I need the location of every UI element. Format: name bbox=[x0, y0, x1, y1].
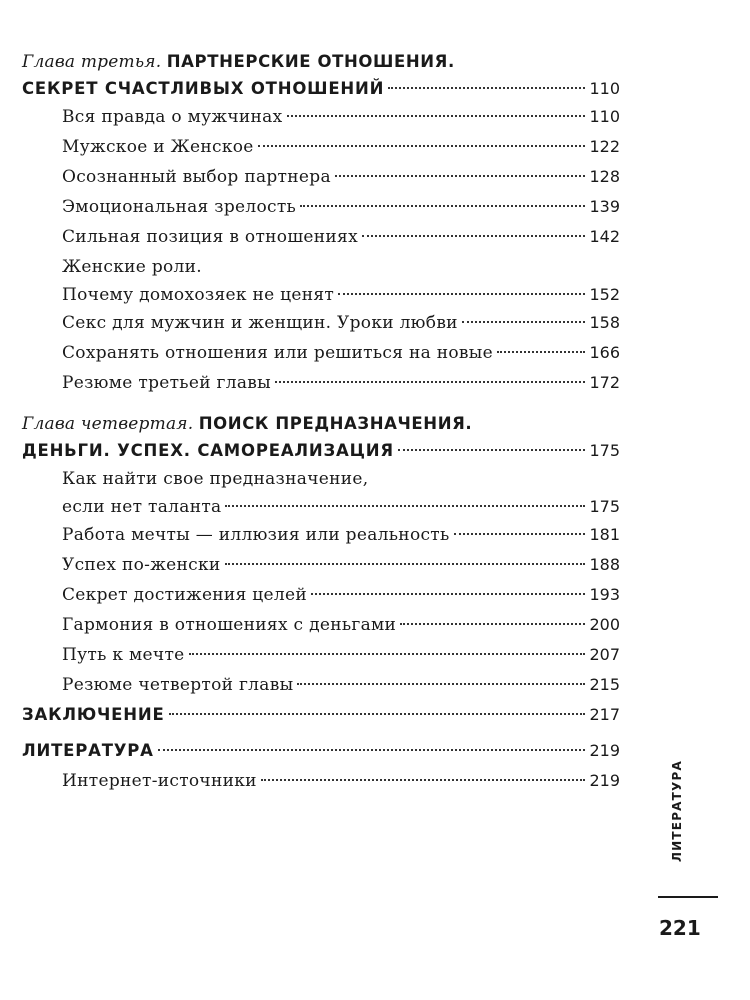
literature-title: ЛИТЕРАТУРА bbox=[22, 741, 154, 760]
toc-entry-page: 172 bbox=[589, 373, 620, 392]
dot-leader bbox=[258, 145, 586, 147]
toc-entry-title-line1: Женские роли. bbox=[62, 257, 202, 277]
page-number: 221 bbox=[659, 916, 701, 940]
side-divider bbox=[658, 896, 718, 898]
chapter-4-sections bbox=[22, 464, 620, 700]
toc-entry[interactable] bbox=[62, 520, 620, 550]
toc-entry-title: Путь к мечте bbox=[62, 645, 185, 665]
toc-entry[interactable] bbox=[62, 640, 620, 670]
toc-entry[interactable] bbox=[62, 282, 620, 308]
chapter-4-heading bbox=[22, 410, 620, 438]
dot-leader bbox=[225, 505, 585, 507]
spacer bbox=[22, 398, 620, 410]
toc-entry-title: Секрет достижения целей bbox=[62, 585, 307, 605]
table-of-contents bbox=[22, 48, 620, 796]
toc-entry-title-line1: Как найти свое предназначение, bbox=[62, 469, 369, 489]
chapter-3-prefix: Глава третья. bbox=[22, 52, 162, 72]
dot-leader bbox=[158, 749, 586, 751]
toc-entry-title: если нет таланта bbox=[62, 497, 222, 517]
dot-leader bbox=[300, 205, 585, 207]
dot-leader bbox=[261, 779, 586, 781]
toc-entry-page: 215 bbox=[589, 675, 620, 694]
toc-entry-page: 158 bbox=[589, 313, 620, 332]
dot-leader bbox=[400, 623, 585, 625]
chapter-3-page: 110 bbox=[589, 79, 620, 98]
conclusion-entry[interactable] bbox=[22, 700, 620, 730]
literature-sections bbox=[22, 766, 620, 796]
toc-entry[interactable] bbox=[62, 368, 620, 398]
toc-entry-title: Вся правда о мужчинах bbox=[62, 107, 283, 127]
toc-entry-page: 110 bbox=[589, 107, 620, 126]
literature-entry[interactable] bbox=[22, 736, 620, 766]
dot-leader bbox=[454, 533, 586, 535]
toc-entry-page: 219 bbox=[589, 771, 620, 790]
toc-entry[interactable] bbox=[62, 102, 620, 132]
chapter-4-title-row[interactable] bbox=[22, 438, 620, 464]
toc-entry[interactable] bbox=[62, 550, 620, 580]
toc-entry-page: 188 bbox=[589, 555, 620, 574]
toc-entry[interactable] bbox=[62, 580, 620, 610]
chapter-3-sections bbox=[22, 102, 620, 398]
toc-entry-title: Работа мечты — иллюзия или реальность bbox=[62, 525, 450, 545]
toc-entry-page: 207 bbox=[589, 645, 620, 664]
conclusion-title: ЗАКЛЮЧЕНИЕ bbox=[22, 705, 165, 724]
chapter-4-title-line2: ДЕНЬГИ. УСПЕХ. САМОРЕАЛИЗАЦИЯ bbox=[22, 441, 394, 460]
dot-leader bbox=[287, 115, 586, 117]
toc-entry-title: Резюме четвертой главы bbox=[62, 675, 294, 695]
toc-entry-page: 142 bbox=[589, 227, 620, 246]
dot-leader bbox=[338, 293, 585, 295]
dot-leader bbox=[275, 381, 585, 383]
toc-entry[interactable] bbox=[62, 132, 620, 162]
conclusion-page: 217 bbox=[589, 705, 620, 724]
dot-leader bbox=[388, 87, 585, 89]
toc-entry[interactable] bbox=[62, 766, 620, 796]
dot-leader bbox=[169, 713, 586, 715]
toc-entry-page: 139 bbox=[589, 197, 620, 216]
toc-entry-page: 166 bbox=[589, 343, 620, 362]
chapter-3-title-row[interactable] bbox=[22, 76, 620, 102]
toc-entry-page: 200 bbox=[589, 615, 620, 634]
toc-entry-title: Почему домохозяек не ценят bbox=[62, 285, 335, 305]
literature-page: 219 bbox=[589, 741, 620, 760]
toc-entry[interactable] bbox=[62, 494, 620, 520]
toc-entry[interactable] bbox=[62, 610, 620, 640]
chapter-3-heading bbox=[22, 48, 620, 76]
toc-entry-title: Интернет-источники bbox=[62, 771, 257, 791]
toc-entry-title: Эмоциональная зрелость bbox=[62, 197, 297, 217]
toc-entry[interactable] bbox=[62, 670, 620, 700]
chapter-4-title-line1: ПОИСК ПРЕДНАЗНАЧЕНИЯ. bbox=[198, 414, 473, 433]
running-section-label: ЛИТЕРАТУРА bbox=[670, 760, 684, 862]
toc-entry-title: Резюме третьей главы bbox=[62, 373, 272, 393]
toc-entry-page: 193 bbox=[589, 585, 620, 604]
toc-entry-page: 128 bbox=[589, 167, 620, 186]
dot-leader bbox=[311, 593, 585, 595]
chapter-4-prefix: Глава четвертая. bbox=[22, 414, 194, 434]
toc-entry[interactable] bbox=[62, 338, 620, 368]
toc-entry-title: Мужское и Женское bbox=[62, 137, 254, 157]
chapter-3-title-line2: СЕКРЕТ СЧАСТЛИВЫХ ОТНОШЕНИЙ bbox=[22, 79, 385, 98]
dot-leader bbox=[362, 235, 585, 237]
toc-entry-title: Сохранять отношения или решиться на новые bbox=[62, 343, 493, 363]
toc-entry-title: Успех по-женски bbox=[62, 555, 221, 575]
toc-entry-title: Гармония в отношениях с деньгами bbox=[62, 615, 397, 635]
dot-leader bbox=[462, 321, 586, 323]
dot-leader bbox=[497, 351, 585, 353]
toc-entry[interactable] bbox=[62, 162, 620, 192]
toc-entry-title: Сильная позиция в отношениях bbox=[62, 227, 358, 247]
toc-entry-page: 152 bbox=[589, 285, 620, 304]
toc-entry[interactable] bbox=[62, 222, 620, 252]
chapter-4-page: 175 bbox=[589, 441, 620, 460]
toc-entry-page: 175 bbox=[589, 497, 620, 516]
toc-entry-title: Осознанный выбор партнера bbox=[62, 167, 331, 187]
dot-leader bbox=[189, 653, 586, 655]
toc-entry[interactable] bbox=[62, 308, 620, 338]
toc-entry-page: 122 bbox=[589, 137, 620, 156]
dot-leader bbox=[225, 563, 586, 565]
chapter-3-title-line1: ПАРТНЕРСКИЕ ОТНОШЕНИЯ. bbox=[166, 52, 455, 71]
toc-entry[interactable] bbox=[62, 192, 620, 222]
toc-entry-page: 181 bbox=[589, 525, 620, 544]
dot-leader bbox=[398, 449, 586, 451]
dot-leader bbox=[335, 175, 586, 177]
toc-entry-title: Секс для мужчин и женщин. Уроки любви bbox=[62, 313, 458, 333]
dot-leader bbox=[297, 683, 585, 685]
